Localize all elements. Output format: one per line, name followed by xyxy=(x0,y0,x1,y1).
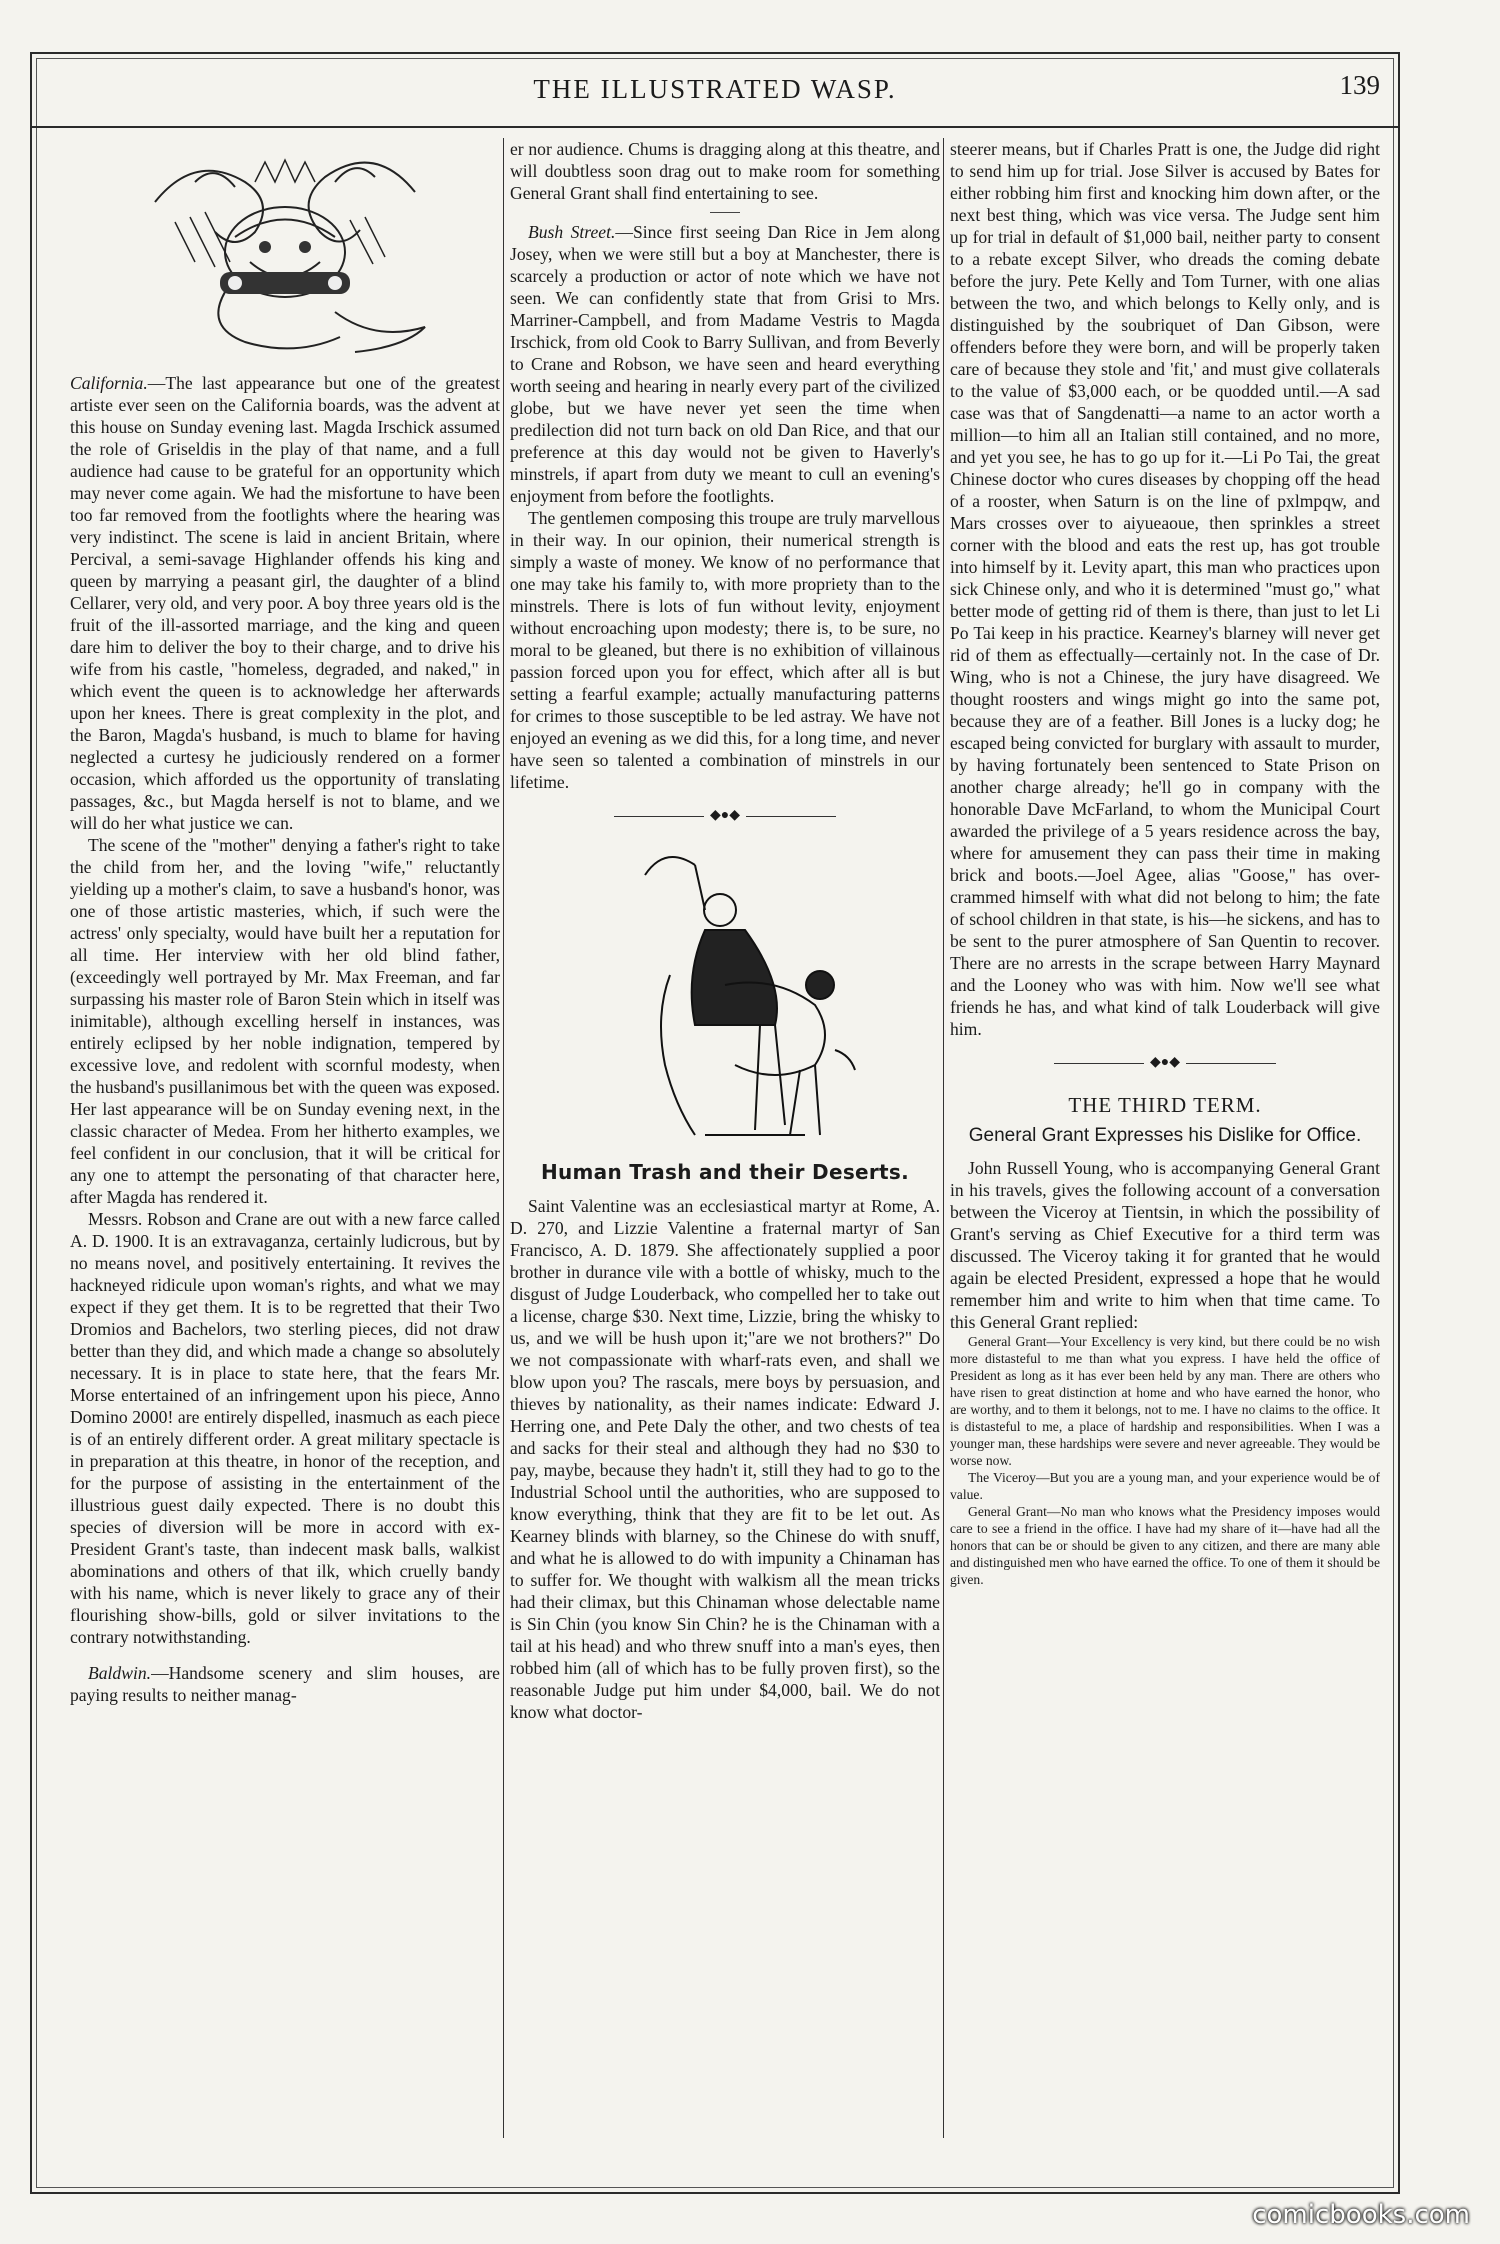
page-header xyxy=(30,62,1400,128)
quote-paragraph: General Grant—No man who knows what the Presidency imposes would care to see a friend in the office. I have had my share of it—have had all the honors that can be or should be given to any citizen, and there are many able and distinguished men who have earned the office. To one of them it should be given. xyxy=(950,1504,1380,1588)
paragraph: —The last appearance but one of the greatest artiste ever seen on the California boards, was the advent at this house on Sunday evening last. Magda Irschick assumed the role of Griseldis in the play of that name, and a full audience had cause to be grateful for an opportunity which may never come again. We had the misfortune to have been too far removed from the footlights where the hearing was very indistinct. The scene is laid in ancient Britain, where Percival, a semi-savage Highlander offends his king and queen by marrying a peasant girl, the daughter of a blind Cellarer, very old, and very poor. A boy three years old is the fruit of the ill-assorted marriage, and the king and queen dare him to deliver the boy to their charge, and to drive his wife from his castle, "homeless, degraded, and naked," in which event the queen is to acknowledge her afterwards upon her knees. There is great complexity in the plot, and the Baron, Magda's husband, is much to blame for having neglected a curtesy he judiciously rendered on a former occasion, which afforded us the opportunity of translating passages, &c., but Magda herself is not to blame, and we will do her what justice we can. xyxy=(70,373,500,833)
quote-paragraph: General Grant—Your Excellency is very kind, but there could be no wish more distasteful to me than what you express. I have held the office of President as long as it has ever been held by any man. There are others who have risen to great distinction at home and who have earned the honor, who are worthy, and to them it belongs, not to me. I have no claims to the office. It is distasteful to me, a place of hardship and responsibilities. When I was a younger man, these hardships were severe and never agreeable. They would be worse now. xyxy=(950,1334,1380,1469)
section-separator: ◆●◆ xyxy=(510,805,940,827)
paragraph: Messrs. Robson and Crane are out with a new farce called A. D. 1900. It is an extravaganza, certainly ludicrous, but by no means novel, and positively entertaining. It revives the hackneyed ridicule upon woman's rights, and what we may expect if they get them. It is to be regretted that their Two Dromios and Bachelors, two sterling pieces, did not draw better than they did, and which made a change so absolutely necessary. It is in place to state here, that the fears Mr. Morse entertained of an infringement upon his piece, Anno Domino 2000! are entirely dispelled, inasmuch as each piece is of an entirely different order. A great military spectacle is in preparation at this theatre, in honor of the reception, and for the purpose of assisting in the entertainment of the illustrious guest daily expected. There is no doubt this species of diversion will be more in accord with ex-President Grant's taste, than indecent mask balls, walkist abominations and others of that ilk, which cruelly bandy with his name, which is never likely to grace any of their flourishing show-bills, gold or silver invitations to the contrary notwithstanding. xyxy=(70,1209,500,1647)
paragraph: —Handsome scenery and slim houses, are paying results to neither manag- xyxy=(70,1663,500,1705)
publication-title: THE ILLUSTRATED WASP. xyxy=(533,74,897,104)
column-rule xyxy=(503,138,504,2138)
divider xyxy=(710,212,740,213)
section-title: THE THIRD TERM. xyxy=(1068,1093,1262,1118)
quote-paragraph: The Viceroy—But you are a young man, and your experience would be of value. xyxy=(950,1470,1380,1503)
paragraph: The gentlemen composing this troupe are truly marvellous in their way. In our opinion, their numerical strength is simply a waste of money. We know of no performance that one may take his family to, with more propriety than to the minstrels. There is lots of fun without levity, enjoyment without encroaching upon modesty; there is, to be sure, no moral to be gleaned, but there is no exhibition of villainous passion forced upon you for effect, which after all is but setting a fearful example; actually manufacturing patterns for crimes to those susceptible to be led astray. We have not enjoyed an evening as we did this, for a long time, and never have seen so talented a combination of minstrels in our lifetime. xyxy=(510,508,940,792)
paragraph: The scene of the "mother" denying a father's right to take the child from her, and the loving "wife," reluctantly yielding up a mother's claim, to save a husband's honor, was one of those artistic masteries, which, if such were the actress' only specialty, would have built her a reputation for all time. Her interview with her old blind father, (exceedingly well portrayed by Mr. Max Freeman, and far surpassing his master role of Baron Stein which in itself was inimitable), although excelling herself in instances, was entirely eclipsed by her noble indignation, tempered by excessive love, and redolent with scornful modesty, when the husband's pusillanimous bet with the queen was exposed. Her last appearance will be on Sunday evening next, in the classic character of Medea. From her hitherto examples, we feel confident in our conclusion, that it will be critical for any one to attempt the personating of that character here, after Magda has rendered it. xyxy=(70,835,500,1207)
column-2 xyxy=(510,138,940,2148)
ornament-illustration xyxy=(135,142,435,362)
paragraph: John Russell Young, who is accompanying General Grant in his travels, gives the following account of a conversation between the Viceroy at Tientsin, in which the possibility of Grant's serving as Chief Executive for a third term was discussed. The Viceroy taking it for granted that he would again be elected President, expressed a hope that he would remember him and write to him when that time came. To this General Grant replied: xyxy=(950,1158,1380,1333)
paragraph: steerer means, but if Charles Pratt is one, the Judge did right to send him up for trial. Jose Silver is accused by Bates for either robbing him first and knocking him down after, or the next best thing, which was vice versa. The Judge sent him up for trial in default of $1,000 bail, neither party to consent to a rebate except Silver, who dreads the coming debate before the jury. Pete Kelly and Tom Turner, with one alias between the two, and which belongs to Kelly only, and is distinguished by the soubriquet of Dan Gibson, were offenders before they were born, and will be properly taken care of because they stole and 'fit,' and must give collaterals to the value of $3,000 each, or be quodded until.—A sad case was that of Sangdenatti—a name to an actor worth a million—to him all an Italian still contained, and no more, and yet you see, he has to go up for it.—Li Po Tai, the great Chinese doctor who cures diseases by chopping off the head of a rooster, when Saturn is on the line of pxlmpqw, and Mars crosses over to aiyueaoue, then sprinkles a street corner with the blood and eats the rest up, has got trouble into himself by it. Levity apart, this man who practices upon sick Chinese only, and who it is determined "must go," what better mode of getting rid of them is there, than just to let Li Po Tai keep in his practice. Kearney's blarney will never get rid of them as effectually—certainly not. In the case of Dr. Wing, who is not a Chinese, the jury have disagreed. We thought roosters and wings might go into the same pot, because they are of a feather. Bill Jones is a lucky dog; he escaped being convicted for burglary with assault to murder, by having fortunately been sentenced to State Prison on another charge already; he'll go in company with the honorable Dave McFarland, to whom the Municipal Court awarded the privilege of a 5 years residence across the bay, where for amusement they can pass their time in making brick and boots.—Joel Agee, alias "Goose," has over-crammed himself with what did not belong to him; the fate of school children in that state, is his—he sickens, and has to be sent to the purer atmosphere of San Quentin to recover. There are no arrests in the scrape between Harry Maynard and the Looney who was with him. Now we'll see what friends he has, and what kind of talk Louderback will give him. xyxy=(950,139,1380,1039)
watermark: comicbooks.com xyxy=(1252,2200,1470,2230)
section-lead: Baldwin. xyxy=(88,1663,152,1683)
paragraph: er nor audience. Chums is dragging along at this theatre, and will doubtless soon drag out to make room for something General Grant shall find entertaining to see. xyxy=(510,139,940,203)
cartoon-heading: Human Trash and their Deserts. xyxy=(540,1160,910,1185)
column-1 xyxy=(70,138,500,2148)
section-separator: ◆●◆ xyxy=(950,1052,1380,1074)
paragraph: Saint Valentine was an ecclesiastical martyr at Rome, A. D. 270, and Lizzie Valentine a fraternal martyr of San Francisco, A. D. 1879. She affectionately supplied a poor brother in durance vile with a bottle of whisky, much to the disgust of Judge Louderback, who compelled her to take out a license, charge $30. Next time, Lizzie, bring the whisky to us, and we will be hush upon it;"are we not brothers?" Do we not compassionate with wharf-rats even, and shall we blow upon you? The rascals, mere boys by persuasion, and thieves by nationality, as their names indicate: Edward J. Herring one, and Pete Daly the other, and two chests of tea and sacks for their steal and although they had no $30 to pay, maybe, because they hadn't it, still they had to go to the Industrial School until the authorities, who are supposed to know everything, think that they are fit to be let out. As Kearney blinds with blarney, so the Chinese do with snuff, and what he is allowed to do with impunity a Chinaman has to suffer for. We thought with walkism all the mean tricks had their climax, but this Chinaman whose delectable name is Sin Chin (you know Sin Chin? he is the Chinaman with a tail at his head) and who threw snuff into a man's eyes, then robbed him (all of which has to be fully proven first), so the reasonable Judge put him under $4,000, bail. We do not know what doctor- xyxy=(510,1196,940,1723)
column-rule xyxy=(943,138,944,2138)
spanking-cartoon-illustration xyxy=(575,835,875,1155)
column-3 xyxy=(950,138,1380,2148)
paragraph: —Since first seeing Dan Rice in Jem along Josey, when we were still but a boy at Manchester, there is scarcely a production or actor of note which we have not seen. We can confidently state that from Grisi to Mrs. Marriner-Campbell, and from Madame Vestris to Magda Irschick, from old Cook to Barry Sullivan, and from Beverly to Crane and Robson, we have seen and heard everything worth seeing and hearing in nearly every part of the civilized globe, but we have never yet seen the time when predilection did not turn back on old Dan Rice, and that our preference at this day would not be given to Haverly's minstrels, if apart from duty we meant to cull an evening's enjoyment from before the footlights. xyxy=(510,222,940,506)
article-subhead: General Grant Expresses his Dislike for Office. xyxy=(968,1125,1362,1147)
page-number: 139 xyxy=(1339,70,1380,100)
section-lead: Bush Street. xyxy=(528,222,616,242)
section-lead: California. xyxy=(70,373,148,393)
